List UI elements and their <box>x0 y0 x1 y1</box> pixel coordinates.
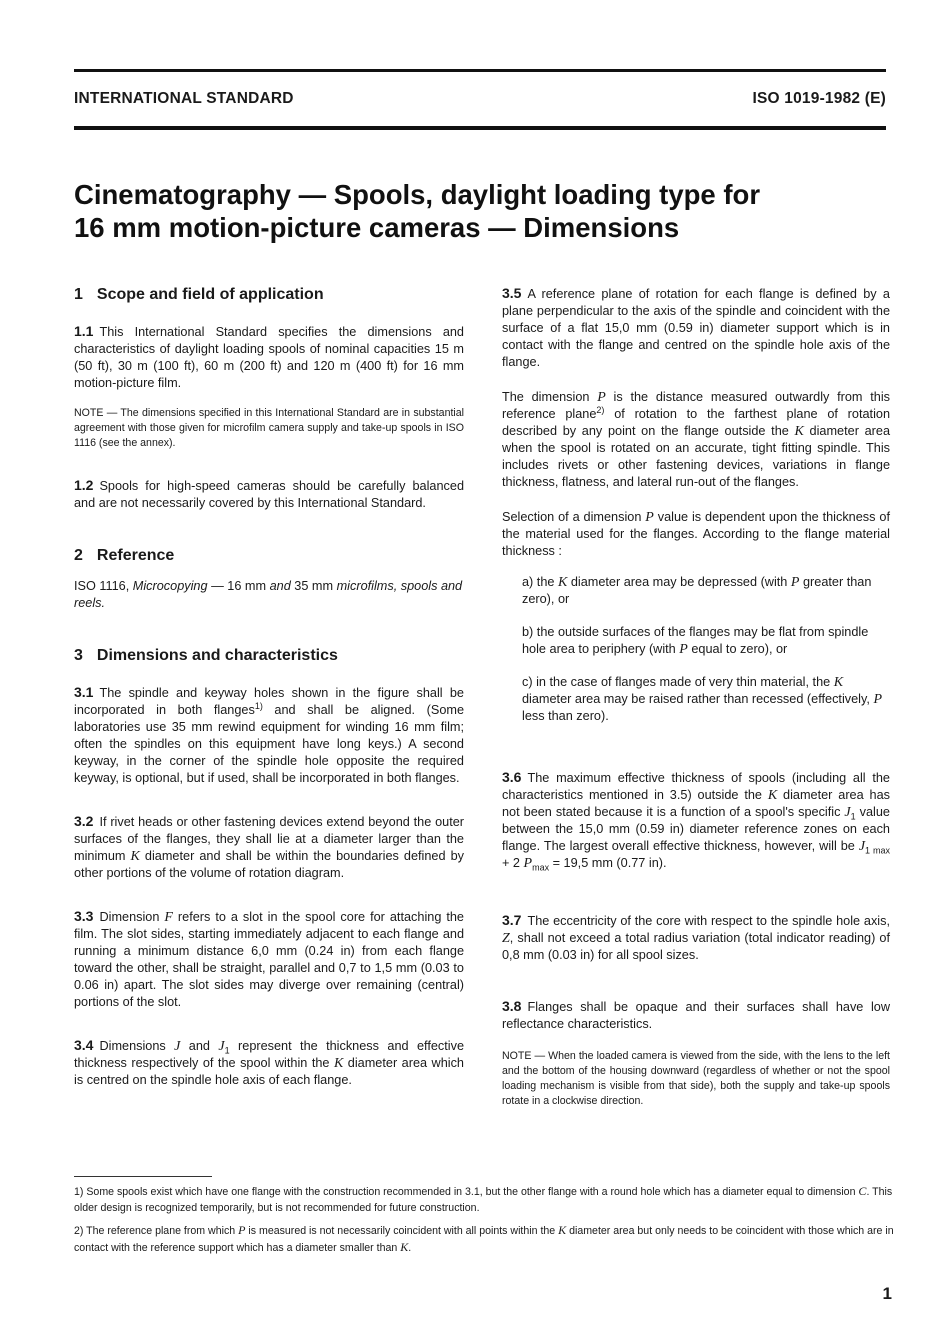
clause-3-5: 3.5 A reference plane of rotation for each flange is defined by a plane perpendicular to the axis of the spindle and coincident with the surface of a flat 15,0 mm (0.59 in) diameter support which is in contact with the flange and centred on the spindle hole axis of the flange. <box>502 285 890 369</box>
title-line-2: 16 mm motion-picture cameras — Dimensions <box>74 212 680 243</box>
right-column <box>502 285 890 1109</box>
title-line-1: Cinematography — Spools, daylight loading type for <box>74 179 761 210</box>
header-standard-label: INTERNATIONAL STANDARD <box>74 90 294 107</box>
reference-iso-1116: ISO 1116, Microcopying — 16 mm and 35 mm microfilms, spools and reels. <box>74 579 463 610</box>
clause-3-8: 3.8 Flanges shall be opaque and their surfaces shall have low reflectance characteristics. <box>502 998 890 1031</box>
document-title <box>74 178 874 244</box>
list-item: b) the outside surfaces of the flanges may be flat from spindle hole area to periphery (with P equal to zero), or <box>522 625 869 657</box>
page-number: 1 <box>882 1284 892 1303</box>
header-rule-top <box>74 69 886 72</box>
footnote-2: 2) The reference plane from which P is measured is not necessarily coincident with all points within the K diameter area but only needs to be coincident with those which are in contact with the reference support which has a diameter smaller than K. <box>74 1223 894 1254</box>
dimension-p-selection: Selection of a dimension P value is dependent upon the thickness of the material used for the flanges. According to the flange material thickness : <box>502 510 890 558</box>
clause-1-1: 1.1 This International Standard specifies the dimensions and characteristics of daylight loading spools of nominal capacities 15 m (50 ft), 30 m (100 ft), 60 m (200 ft) and 120 m (400 ft) for 16 mm motion-picture film. <box>74 323 464 390</box>
header-document-id: ISO 1019-1982 (E) <box>752 90 886 107</box>
footnote-ref-2: 2) <box>596 404 605 415</box>
section-3-heading: 3 Dimensions and characteristics <box>74 647 338 664</box>
flange-options-list <box>502 574 890 725</box>
clause-3-1: 3.1 The spindle and keyway holes shown in the figure shall be incorporated in both flanges$^{1)}$ and shall be aligned. (Some laboratories use 35 mm rewind equipment for winding 16 mm film; often the spindles on this equipment have long keys.) A second keyway, in the corner of the spindle hole opposite the required keyway, is optional, but if used, shall be incorporated in both flanges. <box>74 684 465 785</box>
clause-3-4: 3.4 Dimensions J and $J_1$ represent the thickness and effective thickness respectively of the spool within the K diameter area which is centred on the spindle hole axis of each flange. <box>74 1037 464 1087</box>
clause-3-6: 3.6 The maximum effective thickness of spools (including all the characteristics mentioned in 3.5) outside the K diameter area has not been stated because it is a function of a spool's specific $J_1$ value between the 15,0 mm (0.59 in) diameter reference zones on each flange. The largest overall effective thickness, however, will be $J_{1 max} + 2$ $P_{max} = 19,5$ mm (0.77 in). <box>502 769 890 873</box>
footnote-1: 1) Some spools exist which have one flange with the construction recommended in 3.1, but the other flange with a round hole which has a diameter equal to dimension C. This older design is recognized temporarily, but is not recommended for future construction. <box>74 1184 893 1214</box>
clause-3-2: 3.2 If rivet heads or other fastening devices extend beyond the outer surfaces of the flanges, they shall lie at a diameter larger than the minimum K diameter and shall be within the boundaries defined by other portions of the volume of rotation diagram. <box>74 813 464 880</box>
list-item: a) the K diameter area may be depressed (with P greater than zero), or <box>522 575 872 606</box>
clause-3-7: 3.7 The eccentricity of the core with respect to the spindle hole axis, Z, shall not exceed a total radius variation (total indicator reading) of 0,8 mm (0.03 in) for all spool sizes. <box>502 912 890 962</box>
left-column <box>74 285 464 1089</box>
section-2-heading: 2 Reference <box>74 547 175 564</box>
clause-1-2: 1.2 Spools for high-speed cameras should be carefully balanced and are not necessarily covered by this International Standard. <box>74 477 464 510</box>
footnote-rule <box>74 1176 212 1177</box>
header-rule-bottom <box>74 126 886 130</box>
section-1-heading: 1 Scope and field of application <box>74 286 324 303</box>
list-item: c) in the case of flanges made of very thin material, the K diameter area may be raised rather than recessed (effectively, P less than zero). <box>522 675 882 723</box>
note-rotation: NOTE — When the loaded camera is viewed from the side, with the lens to the left and the bottom of the housing downward (regardless of whether or not the spool loading mechanism is visible from that side), both the supply and take-up spools rotate in a clockwise direction. <box>502 1050 890 1107</box>
dimension-p-definition: The dimension P is the distance measured outwardly from this reference plane$^{2)}$ of rotation to the farthest plane of rotation described by any point on the flange outside the K diameter area when the spool is rotated on an accurate, tight fitting spindle. This includes rivets or other fastening devices, variations in flange thickness, flatness, and lateral run-out of the flanges. <box>502 390 891 489</box>
footnote-ref-1: 1) <box>254 700 263 711</box>
clause-3-3: 3.3 Dimension F refers to a slot in the spool core for attaching the film. The slot sides, starting immediately adjacent to each flange and running a minimum distance 6,0 mm (0.24 in) from each flange toward the other, shall be straight, parallel and 0,7 to 1,5 mm (0.03 to 0.06 in) apart. The slot sides may diverge over remaining (central) portions of the slot. <box>74 908 464 1009</box>
note-scope: NOTE — The dimensions specified in this International Standard are in substantial agreement with those given for microfilm camera supply and take-up spools in ISO 1116 (see the annex). <box>74 407 464 449</box>
